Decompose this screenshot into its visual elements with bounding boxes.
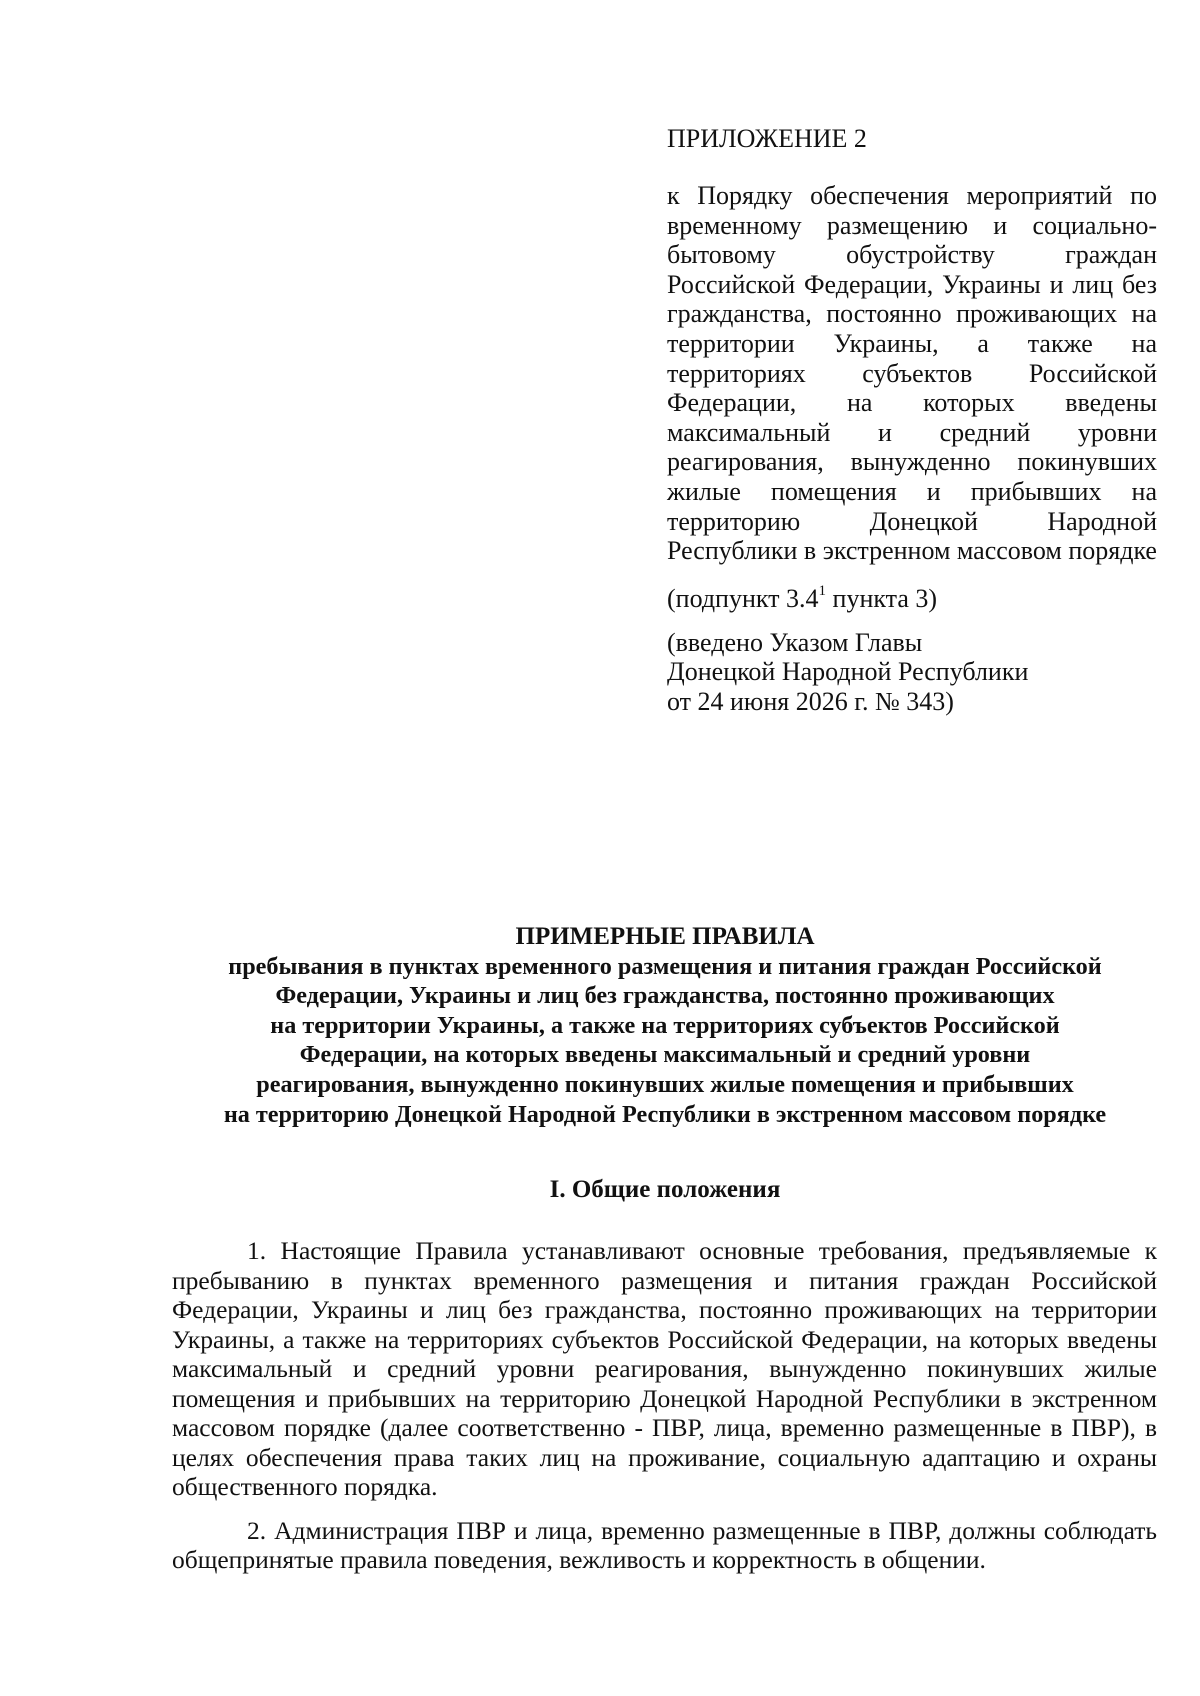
- document-title: [170, 922, 1160, 1129]
- subclause-suffix: пункта 3): [826, 583, 938, 613]
- title-line: на территорию Донецкой Народной Республики в экстренном массовом порядке: [223, 1100, 1107, 1128]
- paragraph-1: 1. Настоящие Правила устанавливают основные требования, предъявляемые к пребыванию в пунктах временного размещения и питания граждан Российской Федерации, Украины и лиц без гражданства, постоянно проживающих на территории Украины, а также на территориях субъектов Российской Федерации, на которых введены максимальный и средний уровни реагирования, вынужденно покинувших жилые помещения и прибывших на территорию Донецкой Народной Республики в экстренном массовом порядке (далее соответственно - ПВР, лица, временно размещенные в ПВР), в целях обеспечения права таких лиц на проживание, социальную адаптацию и охраны общественного порядка.: [172, 1236, 1157, 1501]
- title-main: ПРИМЕРНЫЕ ПРАВИЛА: [515, 923, 815, 950]
- title-line: Федерации, Украины и лиц без гражданства, постоянно проживающих: [275, 982, 1055, 1010]
- title-line: Федерации, на которых введены максимальный и средний уровни: [299, 1041, 1031, 1069]
- section-heading: I. Общие положения: [549, 1176, 781, 1203]
- introduced-line-2: Донецкой Народной Республики: [667, 657, 1029, 687]
- appendix-subclause: [667, 584, 1157, 614]
- paragraph-2: 2. Администрация ПВР и лица, временно размещенные в ПВР, должны соблюдать общепринятые правила поведения, вежливость и корректность в общении.: [172, 1515, 1157, 1574]
- title-line: пребывания в пунктах временного размещения и питания граждан Российской: [228, 952, 1102, 980]
- subclause-superscript: 1: [818, 583, 827, 600]
- title-line: реагирования, вынужденно покинувших жилые помещения и прибывших: [256, 1070, 1074, 1098]
- body-text: [172, 1236, 1157, 1575]
- introduced-line-1: (введено Указом Главы: [667, 627, 923, 657]
- title-line: на территории Украины, а также на территориях субъектов Российской: [270, 1011, 1060, 1039]
- subclause-prefix: (подпункт 3.4: [667, 583, 819, 613]
- appendix-introduced-note: [667, 628, 1157, 717]
- appendix-title: ПРИЛОЖЕНИЕ 2: [667, 124, 867, 153]
- appendix-header: [667, 124, 1157, 716]
- introduced-line-3: от 24 июня 2026 г. № 343): [667, 686, 954, 716]
- appendix-reference: к Порядку обеспечения мероприятий по временному размещению и социально-бытовому обустройству граждан Российской Федерации, Украины и лиц без гражданства, постоянно проживающих на территории Украины, а также на территориях субъектов Российской Федерации, на которых введены максимальный и средний уровни реагирования, вынужденно покинувших жилые помещения и прибывших на территорию Донецкой Народной Республики в экстренном массовом порядке: [667, 181, 1157, 566]
